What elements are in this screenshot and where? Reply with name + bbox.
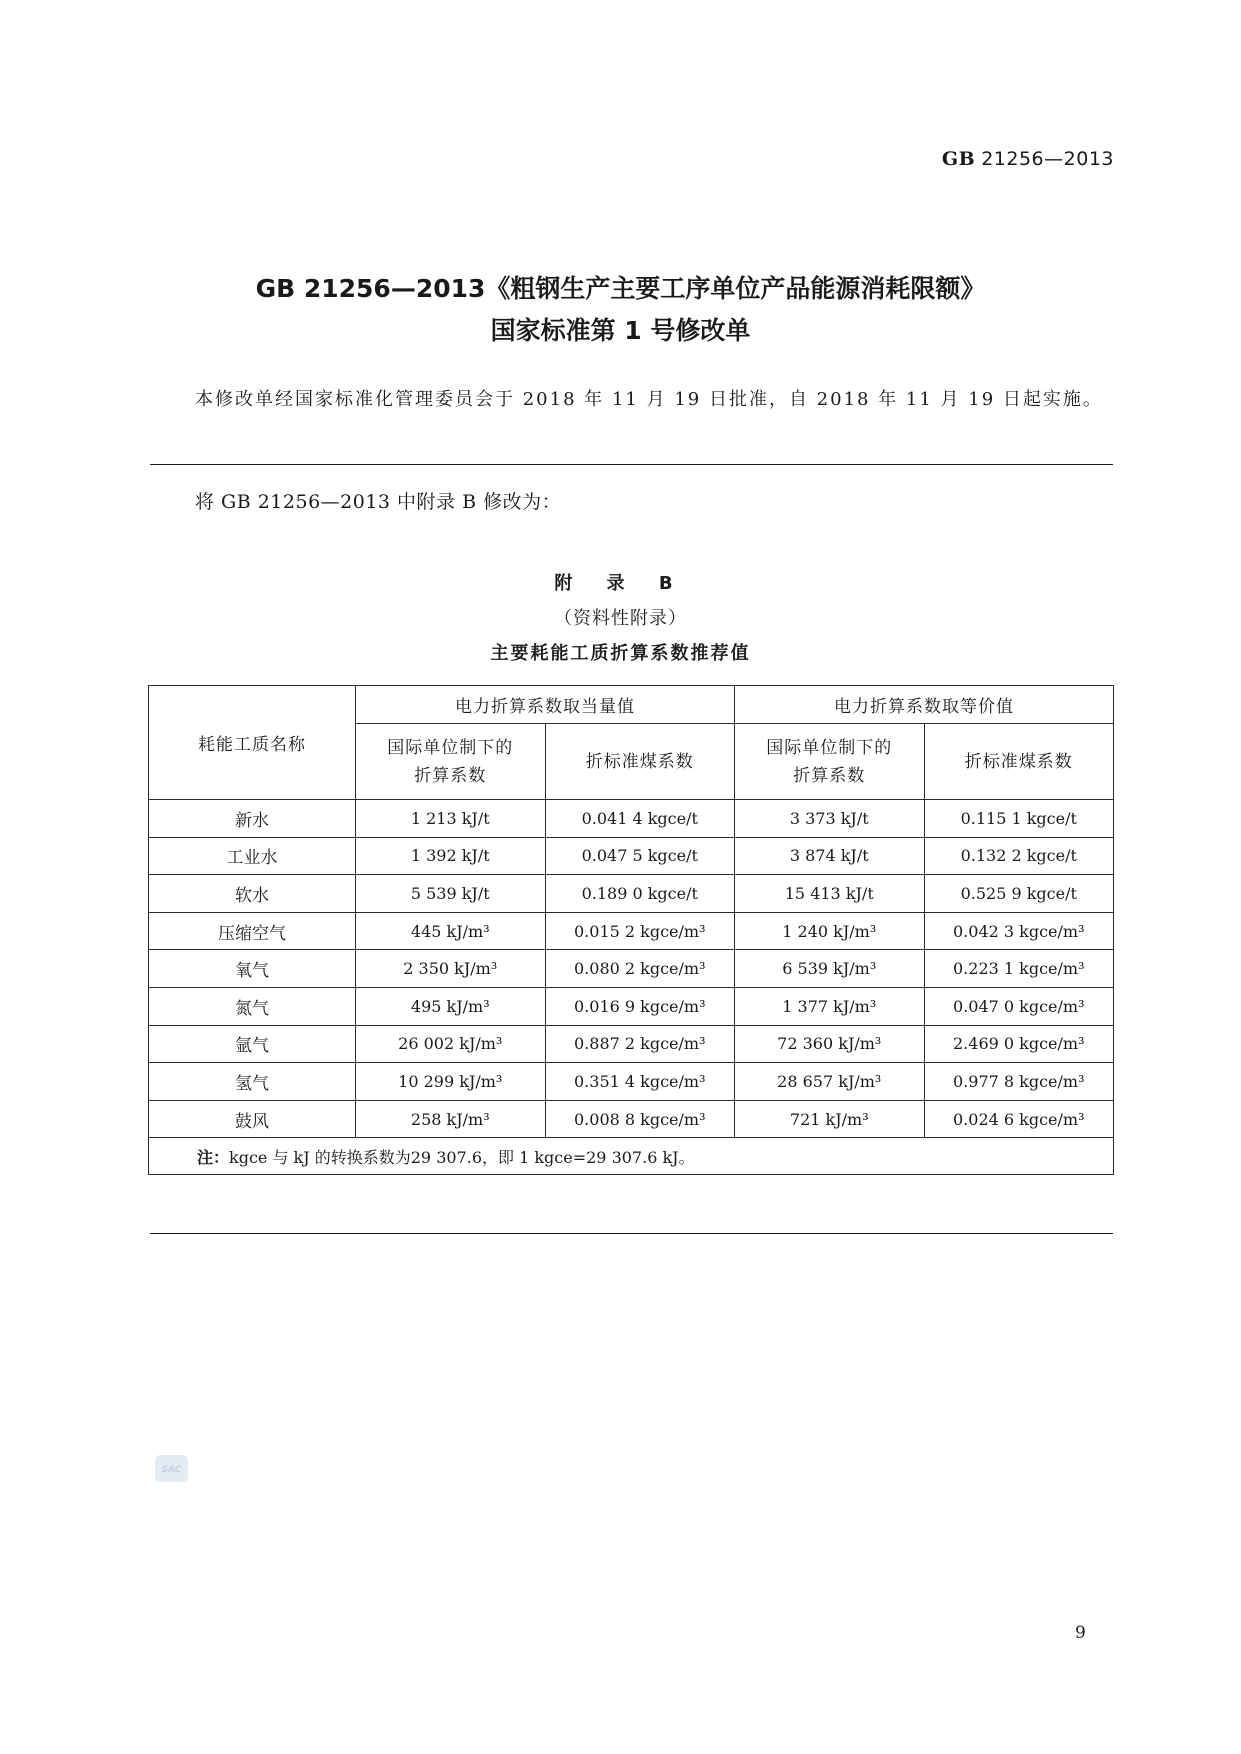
table-note bbox=[149, 1138, 1114, 1175]
eq-si-value-cell: 445 kJ/m³ bbox=[356, 912, 546, 950]
eq-si-value-cell: 1 213 kJ/t bbox=[356, 800, 546, 838]
table-note-row bbox=[149, 1138, 1114, 1175]
pe-coal-value-cell: 0.024 6 kgce/m³ bbox=[924, 1100, 1114, 1138]
header-medium-name: 耗能工质名称 bbox=[149, 686, 356, 800]
pe-coal-value-cell: 0.042 3 kgce/m³ bbox=[924, 912, 1114, 950]
appendix-subtitle: （资料性附录） bbox=[554, 608, 687, 629]
note-label: 注： bbox=[197, 1147, 230, 1167]
standard-number: 21256—2013 bbox=[981, 148, 1114, 170]
approval-statement: 本修改单经国家标准化管理委员会于 2018 年 11 月 19 日批准，自 2018 年 11 月 19 日起实施。 bbox=[195, 389, 1103, 410]
eq-si-value-cell: 495 kJ/m³ bbox=[356, 987, 546, 1025]
eq-coal-value-cell: 0.041 4 kgce/t bbox=[545, 800, 735, 838]
logo-text: SAC bbox=[161, 1465, 182, 1475]
medium-name-cell: 鼓风 bbox=[149, 1100, 356, 1138]
table-row bbox=[149, 912, 1114, 950]
eq-si-value-cell: 1 392 kJ/t bbox=[356, 837, 546, 875]
eq-coal-value-cell: 0.008 8 kgce/m³ bbox=[545, 1100, 735, 1138]
table-row bbox=[149, 1025, 1114, 1063]
document-title bbox=[0, 268, 1241, 352]
pe-si-value-cell: 3 874 kJ/t bbox=[735, 837, 925, 875]
table-header-row-1 bbox=[149, 686, 1114, 724]
title-line-1: GB 21256—2013《粗钢生产主要工序单位产品能源消耗限额》 bbox=[255, 274, 986, 303]
note-text: kgce 与 kJ 的转换系数为29 307.6，即 1 kgce=29 307.6 kJ。 bbox=[229, 1147, 695, 1167]
pe-si-value-cell: 28 657 kJ/m³ bbox=[735, 1063, 925, 1101]
header-si-line-2: 折算系数 bbox=[793, 765, 866, 786]
title-line-2: 国家标准第 1 号修改单 bbox=[490, 316, 751, 345]
pe-si-value-cell: 721 kJ/m³ bbox=[735, 1100, 925, 1138]
header-pe-coal-coefficient: 折标准煤系数 bbox=[924, 724, 1114, 800]
header-eq-si-coefficient bbox=[356, 724, 546, 800]
header-equivalent-group: 电力折算系数取当量值 bbox=[356, 686, 735, 724]
appendix-table-name: 主要耗能工质折算系数推荐值 bbox=[490, 643, 751, 664]
sac-logo-watermark bbox=[155, 1455, 188, 1482]
pe-coal-value-cell: 0.047 0 kgce/m³ bbox=[924, 987, 1114, 1025]
eq-coal-value-cell: 0.887 2 kgce/m³ bbox=[545, 1025, 735, 1063]
pe-si-value-cell: 15 413 kJ/t bbox=[735, 875, 925, 913]
pe-coal-value-cell: 0.132 2 kgce/t bbox=[924, 837, 1114, 875]
pe-coal-value-cell: 0.115 1 kgce/t bbox=[924, 800, 1114, 838]
table-row bbox=[149, 1100, 1114, 1138]
medium-name-cell: 氢气 bbox=[149, 1063, 356, 1101]
standard-prefix: GB bbox=[941, 148, 976, 170]
header-si-line-1: 国际单位制下的 bbox=[766, 737, 893, 758]
eq-si-value-cell: 5 539 kJ/t bbox=[356, 875, 546, 913]
eq-si-value-cell: 258 kJ/m³ bbox=[356, 1100, 546, 1138]
header-si-line-1: 国际单位制下的 bbox=[387, 737, 514, 758]
header-eq-coal-coefficient: 折标准煤系数 bbox=[545, 724, 735, 800]
top-divider bbox=[150, 464, 1113, 465]
pe-si-value-cell: 1 240 kJ/m³ bbox=[735, 912, 925, 950]
pe-coal-value-cell: 2.469 0 kgce/m³ bbox=[924, 1025, 1114, 1063]
eq-coal-value-cell: 0.016 9 kgce/m³ bbox=[545, 987, 735, 1025]
appendix-title: 附 录 B bbox=[554, 573, 687, 594]
eq-coal-value-cell: 0.080 2 kgce/m³ bbox=[545, 950, 735, 988]
header-pe-si-coefficient bbox=[735, 724, 925, 800]
eq-si-value-cell: 2 350 kJ/m³ bbox=[356, 950, 546, 988]
page-number: 9 bbox=[1075, 1623, 1086, 1643]
eq-si-value-cell: 10 299 kJ/m³ bbox=[356, 1063, 546, 1101]
eq-coal-value-cell: 0.351 4 kgce/m³ bbox=[545, 1063, 735, 1101]
table-row bbox=[149, 1063, 1114, 1101]
amendment-instruction: 将 GB 21256—2013 中附录 B 修改为： bbox=[195, 491, 562, 513]
table-row bbox=[149, 800, 1114, 838]
pe-coal-value-cell: 0.525 9 kgce/t bbox=[924, 875, 1114, 913]
table-row bbox=[149, 837, 1114, 875]
medium-name-cell: 工业水 bbox=[149, 837, 356, 875]
medium-name-cell: 新水 bbox=[149, 800, 356, 838]
standard-code-header bbox=[942, 148, 1114, 170]
appendix-heading bbox=[0, 566, 1241, 671]
eq-si-value-cell: 26 002 kJ/m³ bbox=[356, 1025, 546, 1063]
header-si-line-2: 折算系数 bbox=[414, 765, 487, 786]
header-equal-value-group: 电力折算系数取等价值 bbox=[735, 686, 1114, 724]
medium-name-cell: 氮气 bbox=[149, 987, 356, 1025]
pe-si-value-cell: 72 360 kJ/m³ bbox=[735, 1025, 925, 1063]
table-row bbox=[149, 950, 1114, 988]
pe-si-value-cell: 1 377 kJ/m³ bbox=[735, 987, 925, 1025]
bottom-divider bbox=[150, 1233, 1113, 1234]
medium-name-cell: 压缩空气 bbox=[149, 912, 356, 950]
pe-coal-value-cell: 0.977 8 kgce/m³ bbox=[924, 1063, 1114, 1101]
eq-coal-value-cell: 0.047 5 kgce/t bbox=[545, 837, 735, 875]
medium-name-cell: 氧气 bbox=[149, 950, 356, 988]
coefficient-table bbox=[148, 685, 1114, 1175]
medium-name-cell: 软水 bbox=[149, 875, 356, 913]
pe-si-value-cell: 3 373 kJ/t bbox=[735, 800, 925, 838]
pe-coal-value-cell: 0.223 1 kgce/m³ bbox=[924, 950, 1114, 988]
table-row bbox=[149, 987, 1114, 1025]
medium-name-cell: 氩气 bbox=[149, 1025, 356, 1063]
eq-coal-value-cell: 0.189 0 kgce/t bbox=[545, 875, 735, 913]
table-row bbox=[149, 875, 1114, 913]
eq-coal-value-cell: 0.015 2 kgce/m³ bbox=[545, 912, 735, 950]
pe-si-value-cell: 6 539 kJ/m³ bbox=[735, 950, 925, 988]
